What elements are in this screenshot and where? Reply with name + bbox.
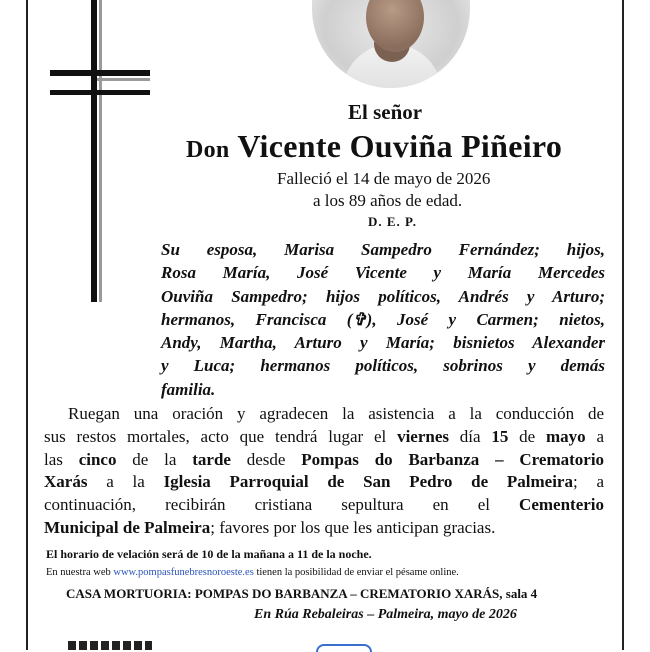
place-date: En Rúa Rebaleiras – Palmeira, mayo de 2026 bbox=[254, 607, 517, 622]
announcement-line: Xarás a la Iglesia Parroquial de San Pedro de Palmeira; a bbox=[44, 472, 604, 492]
death-date: Falleció el 14 de mayo de 2026 bbox=[277, 169, 491, 188]
name-text: Vicente Ouviña Piñeiro bbox=[237, 128, 563, 164]
announcement-line: continuación, recibirán cristiana sepultura en el Cementerio bbox=[44, 495, 605, 515]
announcement-line: Municipal de Palmeira; favores por los que les anticipan gracias. bbox=[44, 517, 496, 537]
dep-text: D. E. P. bbox=[368, 214, 418, 229]
family-line: Ouviña Sampedro; hijos políticos, Andrés y Arturo; bbox=[161, 286, 605, 306]
family-line: familia. bbox=[161, 379, 216, 399]
family-line: y Luca; hermanos políticos, sobrinos y demás bbox=[161, 356, 605, 376]
family-line: hermanos, Francisca (✞), José y Carmen; nietos, bbox=[161, 309, 605, 329]
deceased-name bbox=[186, 128, 562, 165]
website-link[interactable]: www.pompasfunebresnoroeste.es bbox=[113, 567, 254, 578]
announcement-line: Ruegan una oración y agradecen la asistencia a la conducción de bbox=[68, 404, 604, 423]
funeral-home: CASA MORTUORIA: POMPAS DO BARBANZA – CREMATORIO XARÁS, sala 4 bbox=[66, 586, 538, 601]
family-line: Rosa María, José Vicente y María Mercedes bbox=[161, 263, 605, 283]
family-list bbox=[161, 238, 605, 401]
emblem-logo bbox=[316, 644, 372, 652]
announcement-line: sus restos mortales, acto que tendrá lugar el viernes día 15 de mayo a bbox=[44, 426, 605, 446]
age-text: a los 89 años de edad. bbox=[313, 191, 463, 210]
family-line: Andy, Martha, Arturo y María; bisnietos Alexander bbox=[161, 333, 605, 353]
funeral-announcement bbox=[44, 403, 604, 540]
name-prefix: Don bbox=[186, 137, 230, 163]
intro-text: El señor bbox=[348, 100, 423, 124]
company-logo bbox=[68, 641, 152, 650]
viewing-hours: El horario de velación será de 10 de la mañana a 11 de la noche. bbox=[46, 547, 372, 561]
announcement-line: las cinco de la tarde desde Pompas do Barbanza – Crematorio bbox=[44, 449, 605, 469]
web-note: En nuestra web www.pompasfunebresnoroeste.es tienen la posibilidad de enviar el pésame online. bbox=[46, 567, 459, 578]
deceased-photo bbox=[312, 0, 470, 88]
family-line: Su esposa, Marisa Sampedro Fernández; hijos, bbox=[161, 240, 605, 259]
